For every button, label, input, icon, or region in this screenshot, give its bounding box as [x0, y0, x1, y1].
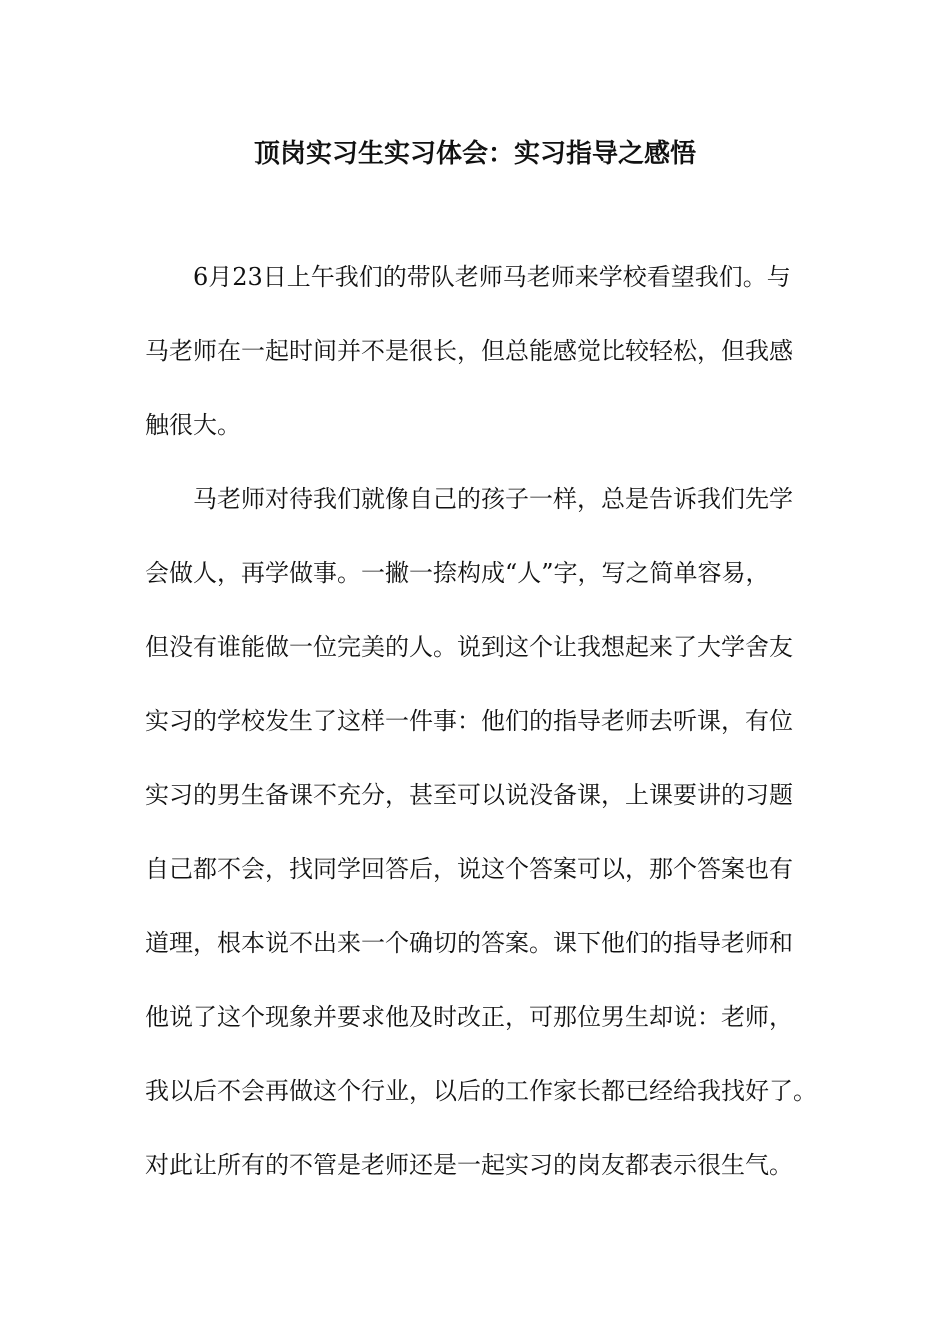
paragraph-2-line-1: 马老师对待我们就像自己的孩子一样，总是告诉我们先学 — [193, 485, 793, 513]
paragraph-2-line-4: 实习的学校发生了这样一件事：他们的指导老师去听课，有位 — [145, 707, 793, 735]
paragraph-1-line-2: 马老师在一起时间并不是很长，但总能感觉比较轻松，但我感 — [145, 337, 793, 365]
paragraph-2-line-7: 道理，根本说不出来一个确切的答案。课下他们的指导老师和 — [145, 929, 793, 957]
paragraph-2-line-6: 自己都不会，找同学回答后，说这个答案可以，那个答案也有 — [145, 855, 793, 883]
paragraph-2-line-9: 我以后不会再做这个行业，以后的工作家长都已经给我找好了。 — [145, 1077, 817, 1105]
document-title: 顶岗实习生实习体会：实习指导之感悟 — [253, 139, 696, 169]
paragraph-1-line-1: 6月23日上午我们的带队老师马老师来学校看望我们。与 — [193, 263, 791, 291]
paragraph-2-line-10: 对此让所有的不管是老师还是一起实习的岗友都表示很生气。 — [145, 1151, 793, 1179]
paragraph-2-line-8: 他说了这个现象并要求他及时改正，可那位男生却说：老师， — [145, 1003, 793, 1031]
paragraph-2-line-2: 会做人，再学做事。一撇一捺构成“人”字，写之简单容易， — [145, 559, 770, 587]
paragraph-2-line-3: 但没有谁能做一位完美的人。说到这个让我想起来了大学舍友 — [145, 633, 793, 661]
paragraph-2-line-5: 实习的男生备课不充分，甚至可以说没备课，上课要讲的习题 — [145, 781, 793, 809]
paragraph-1-line-3: 触很大。 — [145, 411, 241, 439]
